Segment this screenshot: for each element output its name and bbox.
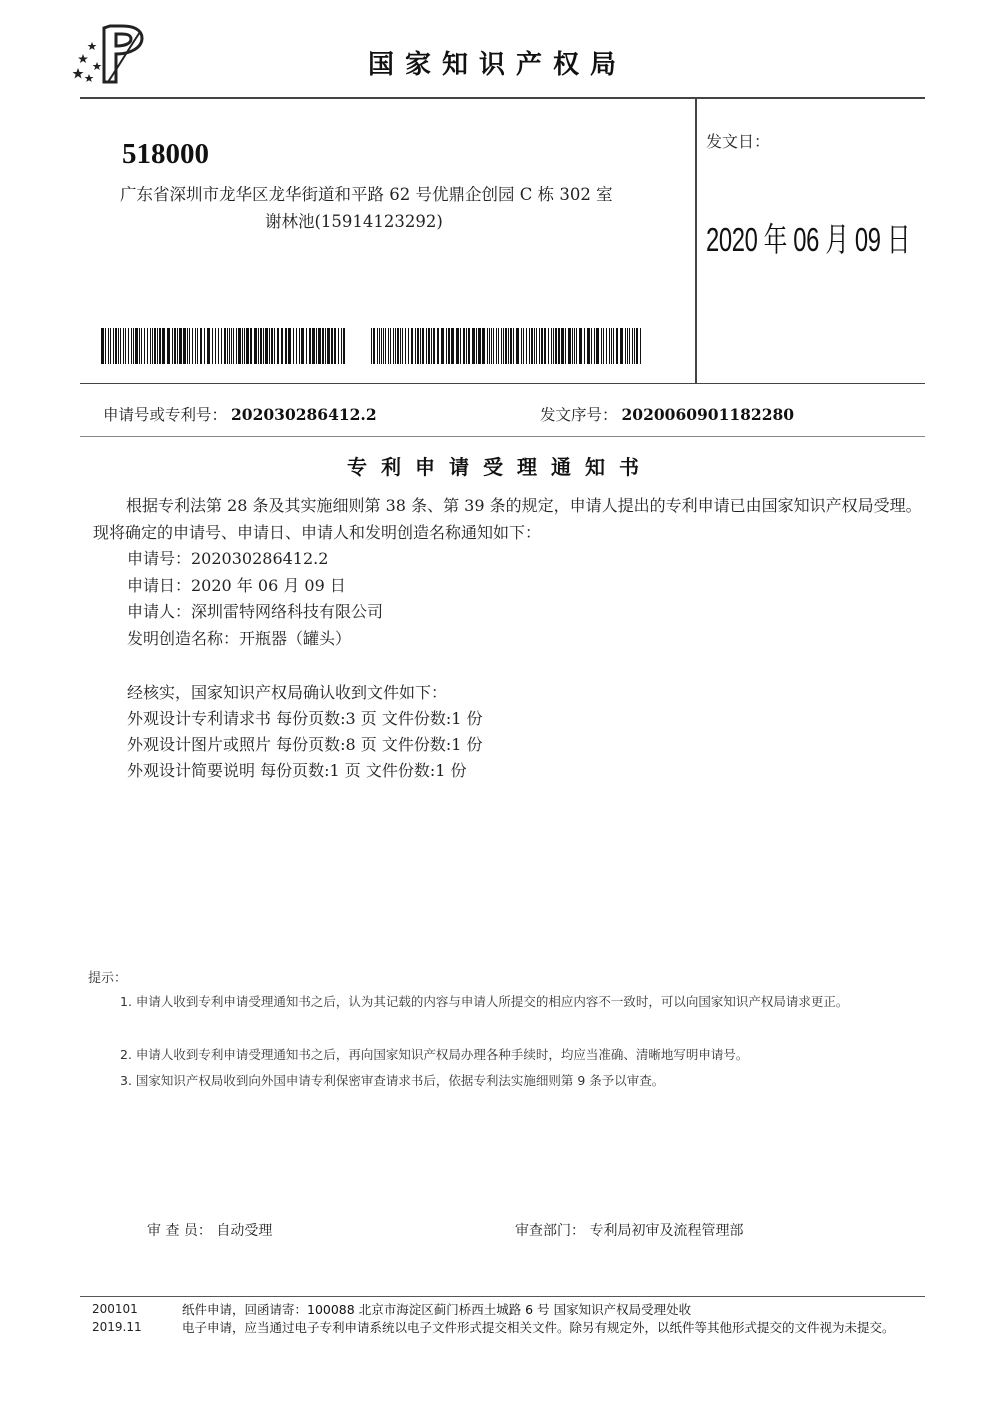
received-file-item: 外观设计图片或照片 每份页数:8 页 文件份数:1 份 [127, 735, 483, 754]
applicant-line: 申请人：深圳雷特网络科技有限公司 [127, 602, 384, 621]
star-icon [73, 42, 102, 82]
application-number: 202030286412.2 [231, 405, 377, 424]
agency-name: 国家知识产权局 [368, 50, 628, 80]
address-panel-divider [695, 98, 697, 383]
header-rule [80, 97, 925, 99]
examining-department: 审查部门： 专利局初审及流程管理部 [515, 1223, 744, 1239]
mailing-address: 广东省深圳市龙华区龙华街道和平路 62 号优鼎企创园 C 栋 302 室 [120, 185, 613, 204]
issue-date: 2020 年 06 月 09 日 [706, 221, 911, 258]
hint-item: 3. 国家知识产权局收到向外国申请专利保密审查请求书后，依据专利法实施细则第 9 条予以审查。 [120, 1073, 665, 1088]
document-title: 专利申请受理通知书 [347, 455, 653, 479]
barcode-left [101, 328, 346, 364]
application-number-row [103, 403, 377, 425]
application-number-label: 申请号或专利号： [103, 406, 228, 424]
serial-number-label: 发文序号： [540, 406, 618, 424]
cnipa-logo [70, 24, 150, 86]
examiner: 审 查 员： 自动受理 [147, 1223, 273, 1239]
verification-line: 经核实，国家知识产权局确认收到文件如下： [127, 683, 448, 702]
hints-heading: 提示： [88, 971, 128, 986]
application-number-line: 申请号：202030286412.2 [127, 549, 329, 568]
notice-paragraph: 根据专利法第 28 条及其实施细则第 38 条、第 39 条的规定，申请人提出的专利申请已由国家知识产权局受理。现将确定的申请号、申请日、申请人和发明创造名称通知如下： [93, 496, 922, 542]
paper-filing-note: 纸件申请，回函请寄：100088 北京市海淀区蓟门桥西土城路 6 号 国家知识产权局受理处收 [182, 1302, 692, 1317]
issue-date-label: 发文日： [706, 132, 771, 151]
postal-code: 518000 [122, 138, 209, 170]
barcode-right [371, 328, 642, 364]
received-file-item: 外观设计专利请求书 每份页数:3 页 文件份数:1 份 [127, 709, 483, 728]
hint-item: 2. 申请人收到专利申请受理通知书之后，再向国家知识产权局办理各种手续时，均应当准确、清晰地写明申请号。 [120, 1047, 749, 1062]
hint-item: 1. 申请人收到专利申请受理通知书之后，认为其记载的内容与申请人所提交的相应内容不一致时，可以向国家知识产权局请求更正。 [120, 994, 849, 1009]
serial-number-row [540, 403, 794, 425]
serial-number: 2020060901182280 [621, 405, 795, 424]
recipient-name: 谢林池(15914123292) [265, 212, 443, 231]
received-file-item: 外观设计简要说明 每份页数:1 页 文件份数:1 份 [127, 761, 467, 780]
invention-title-line: 发明创造名称：开瓶器（罐头） [127, 629, 352, 648]
id-rule [80, 436, 925, 437]
electronic-filing-note: 电子申请，应当通过电子专利申请系统以电子文件形式提交相关文件。除另有规定外，以纸件等其他形式提交的文件视为未提交。 [182, 1320, 895, 1335]
address-panel-rule [80, 383, 925, 384]
footer-rule [80, 1296, 925, 1297]
application-date-line: 申请日：2020 年 06 月 09 日 [127, 576, 346, 595]
form-code: 200101 [92, 1302, 138, 1316]
form-version: 2019.11 [92, 1320, 142, 1334]
